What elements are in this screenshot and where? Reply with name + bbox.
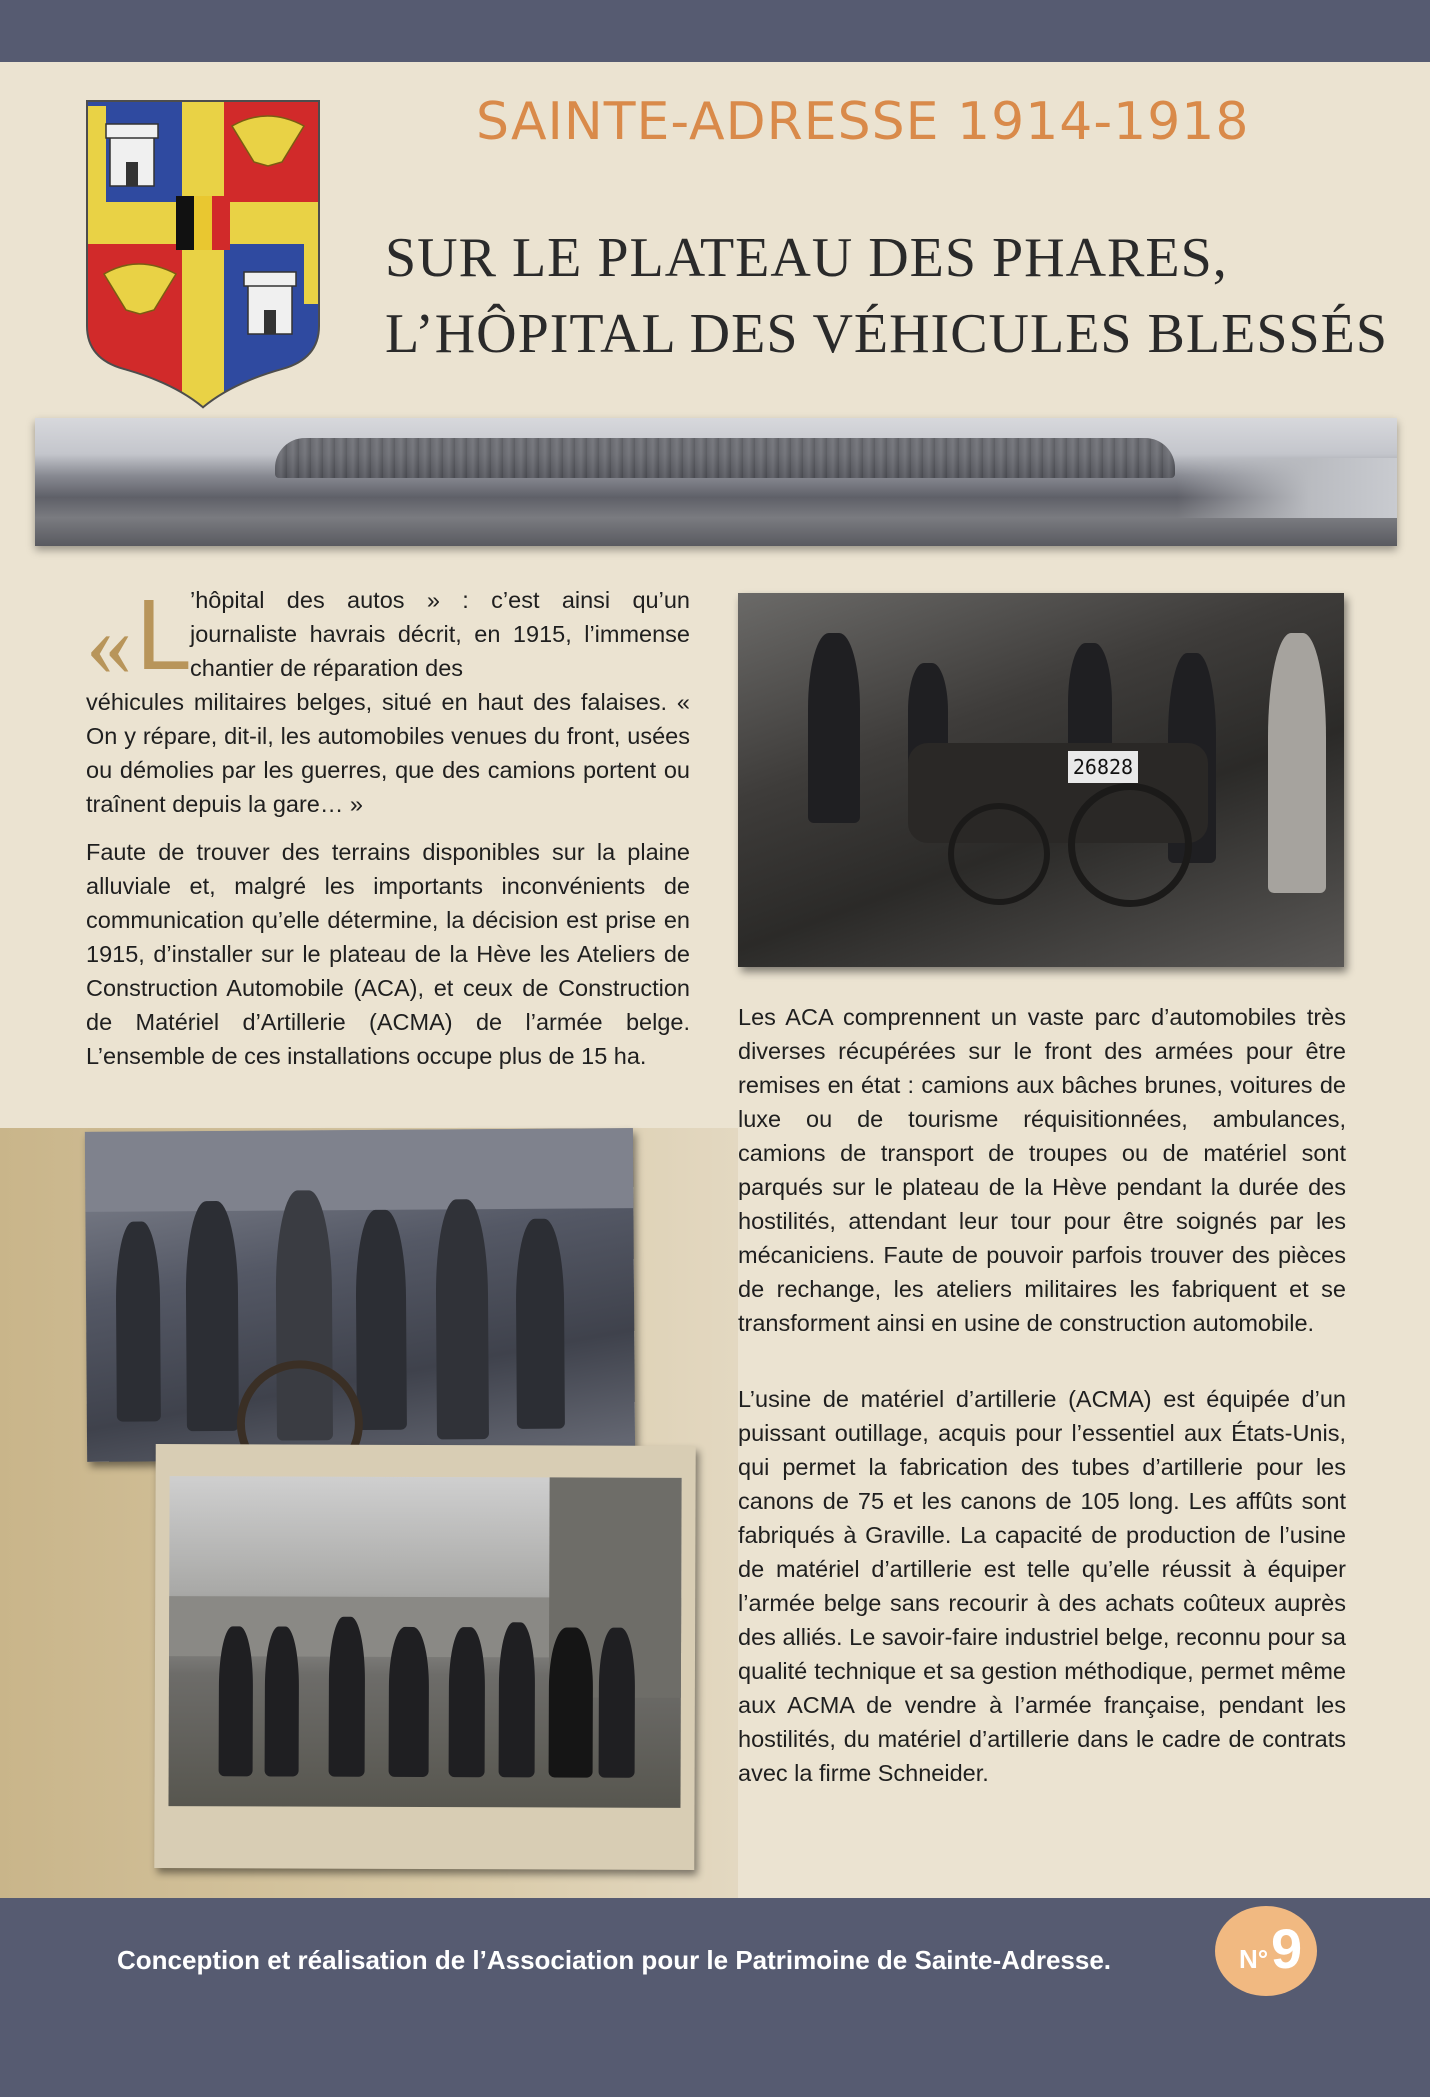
photo-car-and-soldiers [738, 593, 1344, 967]
coat-of-arms-icon [82, 96, 324, 412]
paragraph-3: Les ACA comprennent un vaste parc d’automobiles très diverses récupérées sur le front des armées pour être remises en état : camions aux bâches brunes, voitures de luxe ou de tourisme réquisitionnées, ambulances, camions de transport de troupes ou de matériel sont parqués sur le plateau de la Hève pendant la durée des hostilités, attendant leur tour pour être soignés par les mécaniciens. Faute de pouvoir parfois trouver des pièces de rechange, les ateliers militaires les fabriquent et se transforment ainsi en usine de construction automobile. [738, 1004, 1346, 1336]
photo-brick-wall [85, 1128, 634, 1212]
photo-soldiers-group [85, 1128, 635, 1462]
intro-dropcap: L [136, 579, 192, 691]
panorama-treeline [275, 438, 1175, 478]
photo-car-wheel [948, 803, 1050, 905]
photo-woman-coat [1268, 633, 1326, 893]
page-subtitle [385, 220, 1388, 372]
intro-open-quote: « [86, 593, 132, 695]
panorama-sea [1177, 458, 1397, 518]
paragraph-2: Faute de trouver des terrains disponibles sur la plaine alluviale et, malgré les importants inconvénients de communication qu’elle détermine, la décision est prise en 1915, d’installer sur le plateau de la Hève les Ateliers de Construction Automobile (ACA), et ceux de Construction de Matériel d’Artillerie (ACMA) de l’armée belge. L’ensemble de ces installations occupe plus de 15 ha. [86, 839, 690, 1069]
photo-car-wheel-front [1068, 783, 1192, 907]
issue-prefix: N° [1239, 1944, 1269, 1974]
footer-credit: Conception et réalisation de l’Association pour le Patrimoine de Sainte-Adresse. [117, 1945, 1112, 1975]
subtitle-line-1: SUR LE PLATEAU DES PHARES, [385, 227, 1228, 289]
car-plate: 26828 [1068, 751, 1138, 783]
intro-first-lines: ’hôpital des autos » : c’est ainsi qu’un journaliste havrais décrit, en 1915, l’immense chantier de réparation des [190, 587, 690, 681]
issue-number-badge [1215, 1906, 1317, 1996]
intro-rest: véhicules militaires belges, situé en haut des falaises. « On y répare, dit-il, les automobiles venues du front, usées ou démolies par les guerres, que des camions portent ou traînent depuis la gare… » [86, 689, 690, 817]
paragraph-4: L’usine de matériel d’artillerie (ACMA) est équipée d’un puissant outillage, acquis pour l’essentiel aux États-Unis, qui permet la fabrication des tubes d’artillerie pour les canons de 75 et les canons de 105 long. Les affûts sont fabriqués à Graville. La capacité de production de l’usine de matériel d’artillerie est telle qu’elle réussit à équiper l’armée belge sans recourir à des achats coûteux auprès des alliés. Le savoir-faire industriel belge, reconnu pour sa qualité technique et sa gestion méthodique, permet même aux ACMA de vendre à l’armée française, pendant les hostilités, du matériel d’artillerie dans le cadre de contrats avec la firme Schneider. [738, 1386, 1346, 1786]
subtitle-line-2: L’HÔPITAL DES VÉHICULES BLESSÉS [385, 303, 1388, 365]
page-title: SAINTE-ADRESSE 1914-1918 [476, 92, 1250, 152]
photo-officials-image [168, 1476, 681, 1808]
panorama-photo [35, 418, 1397, 546]
issue-number: 9 [1271, 1917, 1303, 1980]
footer-band [0, 1898, 1430, 2097]
photo-officials [154, 1444, 695, 1870]
